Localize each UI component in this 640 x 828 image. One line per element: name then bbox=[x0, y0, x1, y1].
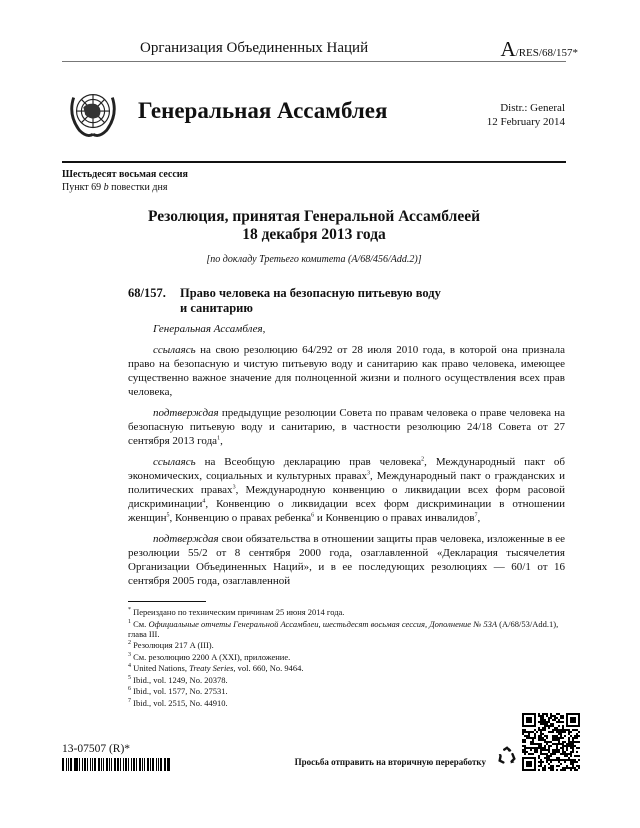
text-segment: и Конвенцию о правах инвалидов bbox=[314, 512, 475, 524]
distribution-info bbox=[487, 101, 565, 129]
footnote bbox=[128, 675, 568, 685]
footnote bbox=[128, 607, 568, 617]
barcode-bar bbox=[101, 758, 102, 771]
symbol-prefix: A bbox=[500, 37, 516, 61]
recycle-text: Просьба отправить на вторичную переработку bbox=[294, 757, 486, 767]
text-segment: Treaty Series bbox=[189, 663, 234, 673]
text-segment: подтверждая bbox=[153, 407, 219, 419]
agenda-item bbox=[62, 181, 188, 194]
resolution-title bbox=[180, 286, 441, 316]
footnote-ref: 4 bbox=[128, 663, 131, 670]
title-line-1: Резолюция, принятая Генеральной Ассамблеей bbox=[147, 208, 481, 225]
barcode-bar bbox=[128, 758, 129, 771]
barcode-bar bbox=[90, 758, 91, 771]
barcode-bar bbox=[150, 758, 151, 771]
report-text: [по докладу Третьего комитета (A/68/456/Add.2)] bbox=[206, 254, 422, 265]
barcode-bar bbox=[152, 758, 154, 771]
footnote-ref: 5 bbox=[128, 674, 131, 681]
text-segment: Переиздано по техническим причинам 25 июня 2014 года. bbox=[131, 607, 345, 617]
barcode-bar bbox=[165, 758, 166, 771]
organization-name: Организация Объединенных Наций bbox=[140, 40, 369, 56]
barcode-bar bbox=[123, 758, 124, 771]
text-segment: на Всеобщую декларацию прав человека bbox=[195, 456, 422, 468]
barcode-bar bbox=[62, 758, 64, 771]
footnote-ref: 5 bbox=[166, 512, 170, 519]
document-title bbox=[62, 208, 566, 244]
footnote-ref: 3 bbox=[366, 470, 370, 477]
symbol-rest: /RES/68/157* bbox=[515, 47, 578, 59]
barcode-bar bbox=[66, 758, 67, 771]
text-segment: , Международный пакт об экономических, социальных и культурных правах bbox=[128, 456, 565, 482]
barcode-bar bbox=[79, 758, 80, 771]
footnote-ref: 4 bbox=[202, 498, 206, 505]
text-segment: Ibid., vol. 1577, No. 27531. bbox=[131, 686, 228, 696]
barcode-bar bbox=[142, 758, 143, 771]
text-segment: , Конвенцию о правах ребенка bbox=[169, 512, 312, 524]
distribution: Distr.: General bbox=[500, 102, 565, 114]
text-segment: Официальные отчеты Генеральной Ассамблеи, шестьдесят восьмая сессия, Дополнение № 53A bbox=[148, 618, 498, 629]
footnote bbox=[128, 686, 568, 696]
paragraph bbox=[128, 322, 565, 336]
page-flow bbox=[62, 322, 568, 771]
resolution-number: 68/157. bbox=[128, 286, 166, 300]
text-segment: (A/68/53/Add.1), глава III. bbox=[128, 618, 559, 639]
agenda-item-suffix: повестки дня bbox=[108, 182, 168, 193]
paragraph bbox=[128, 343, 565, 399]
footnote-ref: 3 bbox=[232, 484, 236, 491]
barcode-bar bbox=[74, 758, 75, 771]
agenda-item-prefix: Пункт 69 bbox=[62, 182, 104, 193]
text-segment: предыдущие резолюции Совета по правам человека о праве человека на безопасную питьевую воду и санитарию, в частности резолюцию 24/18 Совета от 27 сентября 2013 года bbox=[128, 407, 565, 447]
resolution-title-line-2: и санитарию bbox=[180, 301, 253, 315]
resolution-title-line-1: Право человека на безопасную питьевую воду bbox=[180, 286, 441, 300]
footnote-ref: 6 bbox=[311, 512, 315, 519]
session-name: Шестьдесят восьмая сессия bbox=[62, 169, 188, 180]
agenda-item-letter: b bbox=[103, 182, 109, 193]
header-divider bbox=[62, 61, 566, 62]
footnote-ref: 2 bbox=[421, 456, 425, 463]
barcode-bar bbox=[82, 758, 83, 771]
barcode-bar bbox=[158, 758, 159, 771]
barcode-bar bbox=[133, 758, 135, 771]
barcode-bar bbox=[167, 758, 170, 771]
barcode-bar bbox=[156, 758, 157, 771]
masthead-divider bbox=[62, 161, 566, 163]
barcode-bar bbox=[68, 758, 69, 771]
footnote bbox=[128, 652, 568, 662]
text-segment: , vol. 660, No. 9464. bbox=[233, 663, 304, 673]
barcode-bar bbox=[147, 758, 149, 771]
recycle-icon bbox=[496, 745, 518, 767]
text-segment: , Международный пакт о гражданских и политических правах bbox=[128, 470, 565, 496]
barcode-bar bbox=[106, 758, 108, 771]
footnote bbox=[128, 698, 568, 708]
text-segment: См. резолюцию 2200 A (XXI), приложение. bbox=[131, 651, 291, 662]
barcode-bar bbox=[136, 758, 137, 771]
barcode-bar bbox=[75, 758, 78, 771]
footnote bbox=[128, 619, 568, 639]
barcode-bar bbox=[111, 758, 112, 771]
text-segment: Резолюция 217 A (III). bbox=[131, 640, 214, 650]
barcode-bar bbox=[87, 758, 88, 771]
text-segment: Ibid., vol. 1249, No. 20378. bbox=[131, 674, 228, 685]
barcode-bar bbox=[139, 758, 142, 771]
footnote-ref: 1 bbox=[217, 435, 221, 442]
footnote-divider bbox=[128, 601, 206, 602]
footnote-ref: 1 bbox=[128, 618, 131, 625]
document-symbol bbox=[500, 37, 578, 62]
footnote-ref: 3 bbox=[128, 651, 131, 658]
barcode-bar bbox=[164, 758, 165, 771]
footnote-ref: 6 bbox=[128, 686, 131, 693]
text-segment: United Nations, bbox=[131, 663, 190, 673]
barcode-bar bbox=[84, 758, 86, 771]
paragraph bbox=[128, 455, 565, 525]
text-segment: , Международную конвенцию о ликвидации всех форм расовой дискриминации bbox=[128, 484, 565, 510]
barcode-bar bbox=[131, 758, 132, 771]
text-segment: , bbox=[220, 435, 223, 447]
text-segment: ссылаясь bbox=[153, 344, 196, 356]
barcode-bar bbox=[144, 758, 145, 771]
barcode-bar bbox=[92, 758, 93, 771]
text-segment: ссылаясь bbox=[153, 456, 196, 468]
barcode-bar bbox=[160, 758, 162, 771]
qr-code-icon bbox=[522, 713, 580, 771]
footer-right bbox=[295, 713, 580, 771]
footer-left bbox=[62, 742, 172, 771]
un-emblem-icon bbox=[64, 84, 122, 142]
footnote bbox=[128, 640, 568, 650]
footnote bbox=[128, 663, 568, 673]
barcode-bar bbox=[103, 758, 104, 771]
footnote-ref: 7 bbox=[474, 512, 478, 519]
session-info bbox=[62, 168, 188, 194]
text-segment: свои обязательства в отношении защиты прав человека, изложенные в ее резолюции 55/2 от 8 сентября 2000 года, озаглавленной «Декларация тысячелетия Организации Объединенных Наций», и в ее последующих резолюциях — 60/1 от 16 сентября 2005 года, озаглавленной bbox=[128, 533, 565, 587]
barcode-bar bbox=[117, 758, 120, 771]
barcode-bar bbox=[114, 758, 116, 771]
text-segment: См. bbox=[131, 618, 149, 629]
footnote-ref: * bbox=[128, 607, 131, 614]
barcode-bar bbox=[70, 758, 72, 771]
text-segment: , Конвенцию о ликвидации всех форм дискриминации в отношении женщин bbox=[128, 498, 565, 524]
paragraph bbox=[128, 406, 565, 448]
footnotes bbox=[128, 607, 568, 709]
title-line-2: 18 декабря 2013 года bbox=[242, 226, 386, 243]
issue-date: 12 February 2014 bbox=[486, 116, 565, 128]
text-segment: Ibid., vol. 2515, No. 44910. bbox=[131, 697, 228, 708]
report-reference bbox=[62, 254, 566, 265]
text-segment: , bbox=[477, 512, 481, 524]
barcode-bar bbox=[94, 758, 97, 771]
page-footer bbox=[62, 713, 580, 771]
text-segment: Генеральная Ассамблея, bbox=[153, 323, 266, 335]
footnote-ref: 7 bbox=[128, 697, 131, 704]
job-number: 13-07507 (R)* bbox=[62, 743, 131, 755]
barcode-bar bbox=[120, 758, 121, 771]
barcode-bar bbox=[109, 758, 110, 771]
text-segment: на свою резолюцию 64/292 от 28 июля 2010 года, в которой она признала право на безопасную и чистую питьевую воду и санитарию как право человека, имеющее существенно важное значение для полноценной жизни и полного осуществления всех прав человека, bbox=[128, 344, 565, 398]
text-segment: подтверждая bbox=[153, 533, 219, 545]
footnote-ref: 2 bbox=[128, 640, 131, 647]
paragraph bbox=[128, 532, 565, 588]
barcode-bar bbox=[125, 758, 127, 771]
barcode-icon bbox=[62, 758, 172, 771]
barcode-bar bbox=[98, 758, 100, 771]
resolution-body bbox=[128, 322, 565, 595]
body-name: Генеральная Ассамблея bbox=[138, 98, 388, 123]
